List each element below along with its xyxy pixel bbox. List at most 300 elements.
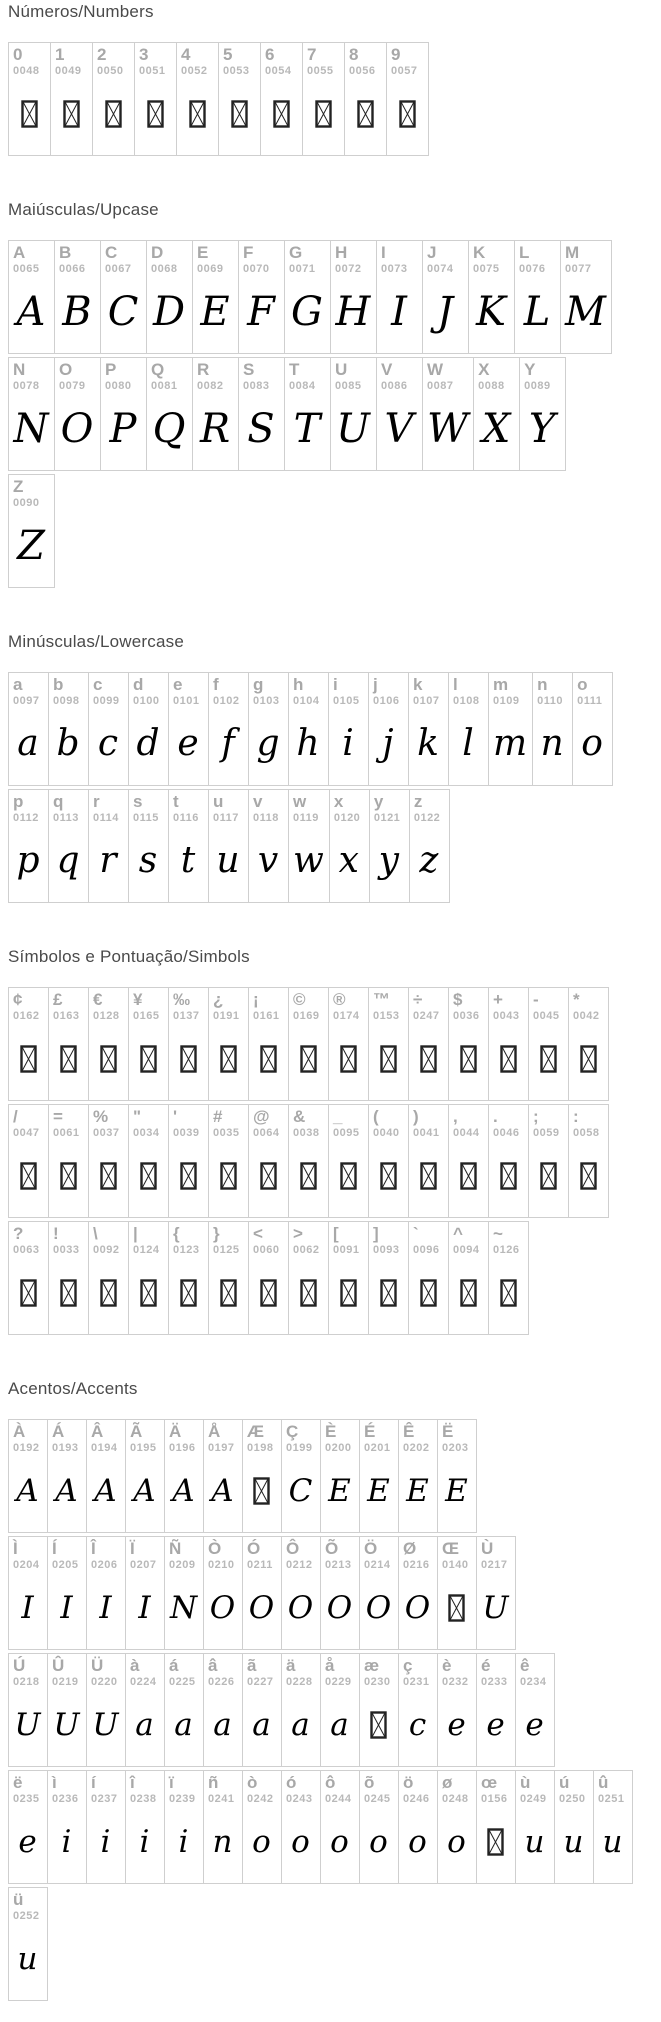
glyph-area bbox=[413, 708, 443, 779]
glyph-area bbox=[253, 1023, 283, 1094]
glyph-area bbox=[364, 1689, 393, 1760]
char-cell bbox=[168, 672, 209, 786]
missing-glyph-icon bbox=[487, 1828, 504, 1856]
char-cell bbox=[208, 1104, 249, 1218]
char-code: 0054 bbox=[265, 65, 292, 77]
char-code: 0199 bbox=[286, 1442, 313, 1454]
char-label: ú bbox=[559, 1773, 570, 1792]
char-label: d bbox=[133, 675, 144, 694]
glyph: m bbox=[493, 723, 528, 764]
glyph-area bbox=[253, 708, 283, 779]
char-cell bbox=[398, 1536, 438, 1650]
char-label: / bbox=[13, 1107, 18, 1126]
missing-glyph-icon bbox=[100, 1045, 117, 1073]
char-cell bbox=[488, 1104, 529, 1218]
char-cell bbox=[203, 1419, 243, 1533]
char-label: + bbox=[493, 990, 503, 1009]
glyph-area bbox=[364, 1455, 393, 1526]
missing-glyph-icon bbox=[420, 1162, 437, 1190]
char-label: & bbox=[293, 1107, 306, 1126]
char-cell bbox=[368, 1104, 409, 1218]
char-code: 0039 bbox=[173, 1127, 200, 1139]
char-cell bbox=[100, 357, 147, 471]
glyph: U bbox=[336, 405, 370, 452]
char-label: 2 bbox=[97, 45, 107, 64]
missing-glyph-icon bbox=[60, 1162, 77, 1190]
char-row bbox=[8, 1104, 653, 1218]
glyph-area bbox=[478, 393, 514, 464]
char-label: ÷ bbox=[413, 990, 423, 1009]
char-cell bbox=[146, 240, 193, 354]
char-label: 7 bbox=[307, 45, 317, 64]
char-label: k bbox=[413, 675, 423, 694]
char-code: 0065 bbox=[13, 263, 40, 275]
char-label: ™ bbox=[373, 990, 390, 1009]
char-label: £ bbox=[53, 990, 63, 1009]
char-label: ? bbox=[13, 1224, 24, 1243]
char-label: @ bbox=[253, 1107, 270, 1126]
char-cell bbox=[398, 1653, 438, 1767]
glyph: u bbox=[216, 840, 240, 881]
char-code: 0087 bbox=[427, 380, 454, 392]
char-label: ' bbox=[173, 1107, 178, 1126]
char-code: 0205 bbox=[52, 1559, 79, 1571]
section-upcase bbox=[8, 200, 653, 588]
char-label: Ö bbox=[364, 1539, 378, 1558]
glyph: e bbox=[525, 1706, 544, 1743]
char-code: 0214 bbox=[364, 1559, 391, 1571]
char-label: B bbox=[59, 243, 72, 262]
char-code: 0041 bbox=[413, 1127, 440, 1139]
char-code: 0084 bbox=[289, 380, 316, 392]
glyph-area bbox=[130, 1806, 159, 1877]
char-code: 0163 bbox=[53, 1010, 80, 1022]
char-code: 0241 bbox=[208, 1793, 235, 1805]
glyph-area bbox=[247, 1806, 276, 1877]
glyph: A bbox=[55, 1472, 78, 1509]
glyph-area bbox=[286, 1455, 315, 1526]
char-label: ã bbox=[247, 1656, 257, 1675]
glyph: U bbox=[92, 1706, 119, 1743]
char-cell bbox=[248, 987, 289, 1101]
glyph: t bbox=[180, 840, 196, 881]
char-label: \ bbox=[93, 1224, 98, 1243]
char-code: 0051 bbox=[139, 65, 166, 77]
char-cell bbox=[8, 240, 55, 354]
glyph-area bbox=[403, 1689, 432, 1760]
char-code: 0091 bbox=[333, 1244, 360, 1256]
char-cell bbox=[8, 987, 49, 1101]
glyph: f bbox=[221, 723, 235, 764]
char-code: 0235 bbox=[13, 1793, 40, 1805]
glyph-area bbox=[325, 1806, 354, 1877]
glyph-area bbox=[442, 1689, 471, 1760]
char-cell bbox=[448, 987, 489, 1101]
glyph: a bbox=[213, 1706, 232, 1743]
char-label: å bbox=[325, 1656, 335, 1675]
char-label: % bbox=[93, 1107, 109, 1126]
glyph: W bbox=[427, 405, 469, 452]
char-code: 0203 bbox=[442, 1442, 469, 1454]
char-code: 0124 bbox=[133, 1244, 160, 1256]
char-code: 0200 bbox=[325, 1442, 352, 1454]
char-row bbox=[8, 42, 653, 156]
glyph: y bbox=[378, 840, 399, 881]
glyph: U bbox=[53, 1706, 80, 1743]
char-cell bbox=[368, 1221, 409, 1335]
glyph-area bbox=[442, 1806, 471, 1877]
missing-glyph-icon bbox=[260, 1045, 277, 1073]
char-code: 0085 bbox=[335, 380, 362, 392]
char-label: x bbox=[333, 792, 344, 811]
char-label: o bbox=[577, 675, 588, 694]
char-code: 0220 bbox=[91, 1676, 118, 1688]
char-cell bbox=[8, 1887, 48, 2001]
char-cell bbox=[281, 1419, 321, 1533]
glyph: T bbox=[293, 405, 321, 452]
missing-glyph-icon bbox=[260, 1279, 277, 1307]
glyph: E bbox=[406, 1472, 429, 1509]
char-code: 0062 bbox=[293, 1244, 320, 1256]
glyph-area bbox=[289, 276, 325, 347]
char-code: 0161 bbox=[253, 1010, 280, 1022]
char-code: 0112 bbox=[13, 812, 39, 824]
char-code: 0086 bbox=[381, 380, 408, 392]
glyph-area bbox=[91, 1455, 120, 1526]
glyph: P bbox=[109, 405, 137, 452]
char-code: 0226 bbox=[208, 1676, 235, 1688]
missing-glyph-icon bbox=[370, 1711, 387, 1739]
char-cell bbox=[398, 1419, 438, 1533]
char-cell bbox=[128, 1221, 169, 1335]
char-code: 0044 bbox=[453, 1127, 480, 1139]
char-code: 0070 bbox=[243, 263, 270, 275]
glyph-area bbox=[373, 1140, 403, 1211]
char-label: i bbox=[333, 675, 338, 694]
char-cell bbox=[344, 42, 387, 156]
char-cell bbox=[368, 672, 409, 786]
glyph-area bbox=[559, 1806, 588, 1877]
char-label: î bbox=[130, 1773, 135, 1792]
missing-glyph-icon bbox=[105, 100, 122, 128]
char-code: 0042 bbox=[573, 1010, 600, 1022]
char-label: Á bbox=[52, 1422, 65, 1441]
char-label: Ú bbox=[13, 1656, 26, 1675]
char-code: 0227 bbox=[247, 1676, 274, 1688]
glyph-area bbox=[52, 1806, 81, 1877]
missing-glyph-icon bbox=[253, 1477, 270, 1505]
char-code: 0046 bbox=[493, 1127, 520, 1139]
char-label: ï bbox=[169, 1773, 174, 1792]
missing-glyph-icon bbox=[340, 1045, 357, 1073]
char-cell bbox=[330, 357, 377, 471]
char-code: 0228 bbox=[286, 1676, 313, 1688]
char-cell bbox=[208, 672, 249, 786]
glyph-area bbox=[533, 1140, 563, 1211]
glyph-area bbox=[493, 1257, 523, 1328]
glyph: A bbox=[16, 288, 46, 335]
char-cell bbox=[168, 987, 209, 1101]
char-cell bbox=[242, 1419, 282, 1533]
glyph-area bbox=[333, 1023, 363, 1094]
char-code: 0056 bbox=[349, 65, 376, 77]
char-cell bbox=[288, 672, 329, 786]
char-label: j bbox=[373, 675, 378, 694]
glyph-area bbox=[13, 1689, 42, 1760]
char-cell bbox=[448, 1221, 489, 1335]
glyph: u bbox=[602, 1823, 623, 1860]
char-cell bbox=[554, 1770, 594, 1884]
char-label: A bbox=[13, 243, 26, 262]
char-code: 0252 bbox=[13, 1910, 40, 1922]
char-cell bbox=[476, 1770, 516, 1884]
char-label: ñ bbox=[208, 1773, 219, 1792]
glyph: x bbox=[338, 840, 359, 881]
char-code: 0165 bbox=[133, 1010, 160, 1022]
glyph-area bbox=[286, 1806, 315, 1877]
glyph-area bbox=[335, 276, 371, 347]
glyph-area bbox=[213, 708, 243, 779]
char-label: . bbox=[493, 1107, 498, 1126]
char-label: > bbox=[293, 1224, 303, 1243]
char-label: u bbox=[213, 792, 224, 811]
glyph-area bbox=[403, 1806, 432, 1877]
glyph-area bbox=[93, 1023, 123, 1094]
missing-glyph-icon bbox=[220, 1045, 237, 1073]
glyph-area bbox=[213, 1023, 243, 1094]
char-code: 0049 bbox=[55, 65, 82, 77]
char-label: w bbox=[293, 792, 307, 811]
char-cell bbox=[359, 1419, 399, 1533]
missing-glyph-icon bbox=[380, 1162, 397, 1190]
glyph: w bbox=[293, 840, 324, 881]
glyph-area bbox=[52, 1689, 81, 1760]
char-code: 0218 bbox=[13, 1676, 40, 1688]
char-cell bbox=[368, 987, 409, 1101]
glyph-area bbox=[130, 1689, 159, 1760]
char-code: 0236 bbox=[52, 1793, 79, 1805]
char-cell bbox=[328, 1221, 369, 1335]
missing-glyph-icon bbox=[300, 1162, 317, 1190]
char-label: K bbox=[473, 243, 486, 262]
glyph-area bbox=[93, 1140, 123, 1211]
char-cell bbox=[437, 1770, 477, 1884]
missing-glyph-icon bbox=[399, 100, 416, 128]
char-code: 0209 bbox=[169, 1559, 196, 1571]
missing-glyph-icon bbox=[180, 1045, 197, 1073]
char-cell bbox=[330, 240, 377, 354]
char-code: 0250 bbox=[559, 1793, 586, 1805]
char-label: Ñ bbox=[169, 1539, 182, 1558]
char-cell bbox=[208, 789, 249, 903]
char-code: 0061 bbox=[53, 1127, 80, 1139]
char-cell bbox=[218, 42, 261, 156]
glyph-area bbox=[333, 1257, 363, 1328]
char-label: m bbox=[493, 675, 509, 694]
char-code: 0052 bbox=[181, 65, 208, 77]
glyph-area bbox=[105, 393, 141, 464]
glyph-area bbox=[413, 1023, 443, 1094]
char-cell bbox=[386, 42, 429, 156]
char-code: 0103 bbox=[253, 695, 280, 707]
glyph: i bbox=[100, 1823, 111, 1860]
char-label: Ê bbox=[403, 1422, 415, 1441]
char-label: } bbox=[213, 1224, 220, 1243]
char-label: ê bbox=[520, 1656, 530, 1675]
char-label: ) bbox=[413, 1107, 419, 1126]
char-code: 0219 bbox=[52, 1676, 79, 1688]
char-cell bbox=[54, 240, 101, 354]
glyph: S bbox=[247, 405, 275, 452]
char-code: 0120 bbox=[333, 812, 361, 824]
glyph: d bbox=[136, 723, 160, 764]
char-code: 0059 bbox=[533, 1127, 560, 1139]
glyph-area bbox=[391, 78, 423, 149]
char-row bbox=[8, 1221, 653, 1335]
glyph: A bbox=[16, 1472, 39, 1509]
glyph-area bbox=[519, 276, 555, 347]
glyph-area bbox=[133, 708, 163, 779]
char-code: 0125 bbox=[213, 1244, 240, 1256]
char-cell bbox=[359, 1770, 399, 1884]
char-label: Â bbox=[91, 1422, 104, 1441]
char-code: 0097 bbox=[13, 695, 40, 707]
missing-glyph-icon bbox=[460, 1279, 477, 1307]
char-label: ! bbox=[53, 1224, 59, 1243]
char-cell bbox=[593, 1770, 633, 1884]
char-code: 0060 bbox=[253, 1244, 280, 1256]
char-cell bbox=[328, 1104, 369, 1218]
glyph: O bbox=[60, 405, 94, 452]
char-code: 0067 bbox=[105, 263, 132, 275]
char-label: ; bbox=[533, 1107, 539, 1126]
glyph: u bbox=[524, 1823, 545, 1860]
char-cell bbox=[369, 789, 410, 903]
char-cell bbox=[88, 789, 129, 903]
char-label: ç bbox=[403, 1656, 413, 1675]
char-code: 0111 bbox=[577, 695, 603, 707]
char-cell bbox=[48, 672, 89, 786]
char-label: ò bbox=[247, 1773, 258, 1792]
char-label: Æ bbox=[247, 1422, 264, 1441]
char-code: 0098 bbox=[53, 695, 80, 707]
glyph: X bbox=[481, 405, 511, 452]
glyph-area bbox=[325, 1455, 354, 1526]
char-label: Î bbox=[91, 1539, 96, 1558]
missing-glyph-icon bbox=[140, 1279, 157, 1307]
glyph-area bbox=[93, 825, 123, 896]
char-cell bbox=[488, 987, 529, 1101]
glyph-area bbox=[453, 1257, 483, 1328]
glyph: b bbox=[56, 723, 80, 764]
missing-glyph-icon bbox=[220, 1162, 237, 1190]
glyph-area bbox=[286, 1689, 315, 1760]
char-code: 0118 bbox=[253, 812, 279, 824]
char-label: © bbox=[293, 990, 306, 1009]
glyph-area bbox=[169, 1572, 198, 1643]
char-label: à bbox=[130, 1656, 140, 1675]
char-code: 0075 bbox=[473, 263, 500, 275]
glyph: n bbox=[540, 723, 564, 764]
missing-glyph-icon bbox=[260, 1162, 277, 1190]
char-cell bbox=[242, 1536, 282, 1650]
char-label: b bbox=[53, 675, 64, 694]
glyph: a bbox=[252, 1706, 271, 1743]
char-cell bbox=[47, 1419, 87, 1533]
char-label: 5 bbox=[223, 45, 233, 64]
glyph-area bbox=[381, 393, 417, 464]
char-code: 0212 bbox=[286, 1559, 313, 1571]
glyph-area bbox=[403, 1572, 432, 1643]
glyph-area bbox=[481, 1572, 510, 1643]
glyph-area bbox=[333, 1140, 363, 1211]
char-label: C bbox=[105, 243, 118, 262]
glyph-area bbox=[133, 1140, 163, 1211]
glyph: u bbox=[17, 1940, 38, 1977]
section-lowercase bbox=[8, 632, 653, 903]
char-code: 0251 bbox=[598, 1793, 625, 1805]
glyph-area bbox=[105, 276, 141, 347]
missing-glyph-icon bbox=[180, 1279, 197, 1307]
char-code: 0197 bbox=[208, 1442, 235, 1454]
char-cell bbox=[572, 672, 613, 786]
char-label: ä bbox=[286, 1656, 296, 1675]
char-code: 0114 bbox=[93, 812, 119, 824]
missing-glyph-icon bbox=[340, 1279, 357, 1307]
char-cell bbox=[288, 789, 330, 903]
char-code: 0137 bbox=[173, 1010, 200, 1022]
glyph-area bbox=[253, 1257, 283, 1328]
char-code: 0207 bbox=[130, 1559, 157, 1571]
char-row bbox=[8, 240, 653, 354]
char-label: q bbox=[53, 792, 64, 811]
char-code: 0083 bbox=[243, 380, 270, 392]
glyph-area bbox=[573, 1023, 603, 1094]
char-code: 0040 bbox=[373, 1127, 400, 1139]
char-label: Z bbox=[13, 477, 24, 496]
glyph: A bbox=[94, 1472, 117, 1509]
glyph-area bbox=[53, 1257, 83, 1328]
char-label: z bbox=[413, 792, 423, 811]
char-cell bbox=[164, 1419, 204, 1533]
char-code: 0063 bbox=[13, 1244, 40, 1256]
char-code: 0224 bbox=[130, 1676, 157, 1688]
missing-glyph-icon bbox=[420, 1279, 437, 1307]
glyph-area bbox=[565, 276, 606, 347]
char-code: 0088 bbox=[478, 380, 505, 392]
char-label: Ä bbox=[169, 1422, 182, 1441]
char-label: * bbox=[573, 990, 580, 1009]
glyph: i bbox=[178, 1823, 189, 1860]
missing-glyph-icon bbox=[180, 1162, 197, 1190]
char-cell bbox=[281, 1653, 321, 1767]
char-code: 0237 bbox=[91, 1793, 118, 1805]
char-code: 0206 bbox=[91, 1559, 118, 1571]
char-cell bbox=[288, 1104, 329, 1218]
char-label: ‰ bbox=[173, 990, 190, 1009]
char-label: v bbox=[253, 792, 263, 811]
glyph: g bbox=[256, 723, 280, 764]
char-cell bbox=[248, 672, 289, 786]
glyph: c bbox=[408, 1706, 427, 1743]
char-code: 0225 bbox=[169, 1676, 196, 1688]
glyph-area bbox=[208, 1689, 237, 1760]
char-label: " bbox=[133, 1107, 142, 1126]
char-code: 0071 bbox=[289, 263, 316, 275]
char-label: < bbox=[253, 1224, 263, 1243]
glyph: A bbox=[172, 1472, 195, 1509]
missing-glyph-icon bbox=[147, 100, 164, 128]
